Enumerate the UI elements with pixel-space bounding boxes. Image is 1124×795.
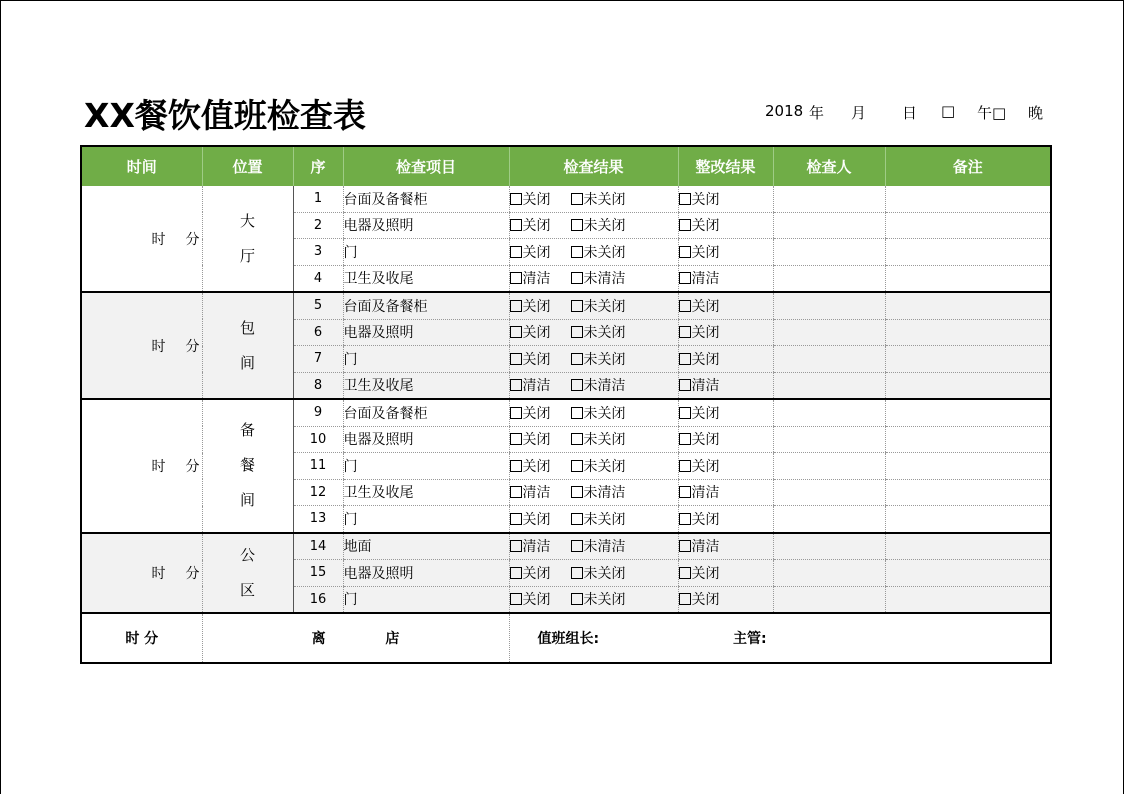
result-cell (509, 265, 678, 292)
checkbox-icon[interactable] (510, 513, 522, 525)
header-col-fix: 整改结果 (678, 146, 773, 186)
option-label: 未关闭 (583, 298, 626, 315)
result-cell (509, 453, 678, 480)
seq-cell: 16 (293, 586, 343, 613)
fix-option[interactable] (679, 592, 720, 608)
remark-cell[interactable] (885, 586, 1051, 613)
location-char: 备 (239, 421, 255, 440)
remark-cell[interactable] (885, 346, 1051, 373)
remark-cell[interactable] (885, 453, 1051, 480)
fix-option[interactable] (679, 539, 720, 555)
fix-option[interactable] (679, 406, 720, 422)
option-label: 未关闭 (583, 458, 626, 475)
checkbox-icon[interactable] (571, 593, 583, 605)
option-label: 关闭 (691, 432, 720, 449)
option-label: 关闭 (522, 191, 551, 208)
option-label: 未清洁 (583, 485, 626, 502)
result-cell (509, 399, 678, 426)
result-option-yes[interactable] (510, 432, 551, 448)
header-row (81, 146, 1051, 186)
checkbox-icon[interactable] (510, 219, 522, 231)
result-option-yes[interactable] (510, 485, 551, 501)
option-label: 未关闭 (583, 405, 626, 422)
result-option-yes[interactable] (510, 592, 551, 608)
option-label: 关闭 (522, 458, 551, 475)
result-option-yes[interactable] (510, 512, 551, 528)
minute-label: 分 (185, 565, 200, 582)
checkbox-icon[interactable] (679, 540, 691, 552)
checkbox-icon[interactable] (679, 407, 691, 419)
option-label: 关闭 (691, 511, 720, 528)
inspector-cell[interactable] (773, 479, 885, 506)
result-option-no[interactable] (571, 485, 626, 501)
checkbox-icon[interactable] (571, 540, 583, 552)
check-item-cell: 卫生及收尾 (343, 479, 509, 506)
result-option-no[interactable] (571, 592, 626, 608)
fix-cell (678, 506, 773, 533)
location-char: 间 (239, 353, 255, 372)
checkbox-icon[interactable] (510, 460, 522, 472)
checkbox-icon[interactable] (679, 460, 691, 472)
evening-label: 晚 (1028, 104, 1044, 122)
fix-option[interactable] (679, 192, 720, 208)
location-cell (202, 399, 293, 533)
checkbox-icon[interactable] (679, 300, 691, 312)
checkbox-icon[interactable] (510, 379, 522, 391)
result-option-yes[interactable] (510, 459, 551, 475)
page-title: XX餐饮值班检查表 (84, 96, 366, 135)
hour-label: 时 (151, 338, 166, 355)
header-col-result: 检查结果 (509, 146, 678, 186)
minute-label: 分 (185, 338, 200, 355)
result-option-yes[interactable] (510, 325, 551, 341)
fix-option[interactable] (679, 299, 720, 315)
fix-cell (678, 586, 773, 613)
result-option-no[interactable] (571, 566, 626, 582)
fix-cell (678, 372, 773, 399)
checkbox-icon[interactable] (679, 193, 691, 205)
option-label: 未清洁 (583, 539, 626, 556)
inspector-cell[interactable] (773, 506, 885, 533)
seq-cell: 11 (293, 453, 343, 480)
check-item-cell: 电器及照明 (343, 560, 509, 587)
location-char: 区 (239, 580, 255, 599)
result-option-yes[interactable] (510, 352, 551, 368)
option-label: 关闭 (522, 432, 551, 449)
check-item-cell: 卫生及收尾 (343, 265, 509, 292)
fix-option[interactable] (679, 245, 720, 261)
option-label: 清洁 (522, 539, 551, 556)
remark-cell[interactable] (885, 533, 1051, 560)
location-char: 餐 (239, 456, 255, 475)
result-option-yes[interactable] (510, 192, 551, 208)
remark-cell[interactable] (885, 372, 1051, 399)
result-cell (509, 479, 678, 506)
location-char: 厅 (239, 246, 255, 265)
table-row (81, 186, 1051, 212)
footer-time: 时 分 (81, 613, 202, 663)
header-col-location: 位置 (202, 146, 293, 186)
result-cell (509, 346, 678, 373)
result-cell (509, 319, 678, 346)
seq-cell: 14 (293, 533, 343, 560)
option-label: 未关闭 (583, 191, 626, 208)
option-label: 未关闭 (583, 565, 626, 582)
option-label: 清洁 (522, 271, 551, 288)
inspector-cell[interactable] (773, 372, 885, 399)
option-label: 关闭 (691, 351, 720, 368)
inspector-cell[interactable] (773, 186, 885, 212)
seq-cell: 3 (293, 239, 343, 266)
checkbox-icon[interactable] (510, 486, 522, 498)
inspector-cell[interactable] (773, 346, 885, 373)
result-option-no[interactable] (571, 352, 626, 368)
seq-cell: 8 (293, 372, 343, 399)
fix-option[interactable] (679, 566, 720, 582)
option-label: 关闭 (522, 592, 551, 609)
option-label: 关闭 (522, 351, 551, 368)
result-option-no[interactable] (571, 378, 626, 394)
result-cell (509, 372, 678, 399)
result-cell (509, 292, 678, 319)
check-item-cell: 电器及照明 (343, 212, 509, 239)
location-cell (202, 292, 293, 399)
checkbox-icon[interactable] (679, 326, 691, 338)
result-option-no[interactable] (571, 432, 626, 448)
remark-cell[interactable] (885, 479, 1051, 506)
result-option-no[interactable] (571, 218, 626, 234)
option-label: 未关闭 (583, 511, 626, 528)
option-label: 清洁 (691, 539, 720, 556)
seq-cell: 10 (293, 426, 343, 453)
location-char: 间 (239, 491, 255, 510)
result-option-yes[interactable] (510, 378, 551, 394)
remark-cell[interactable] (885, 426, 1051, 453)
inspector-cell[interactable] (773, 212, 885, 239)
option-label: 关闭 (522, 405, 551, 422)
month-unit: 月 (851, 104, 867, 122)
option-label: 关闭 (691, 244, 720, 261)
check-item-cell: 卫生及收尾 (343, 372, 509, 399)
inspector-cell[interactable] (773, 560, 885, 587)
result-option-no[interactable] (571, 245, 626, 261)
option-label: 清洁 (691, 378, 720, 395)
checkbox-icon[interactable] (679, 219, 691, 231)
checkbox-icon[interactable] (510, 326, 522, 338)
seq-cell: 6 (293, 319, 343, 346)
option-label: 关闭 (522, 511, 551, 528)
day-unit: 日 (902, 104, 918, 122)
option-label: 未关闭 (583, 244, 626, 261)
hour-label: 时 (151, 458, 166, 475)
checkbox-icon[interactable] (679, 513, 691, 525)
location-char: 包 (239, 318, 255, 337)
result-option-no[interactable] (571, 192, 626, 208)
checkbox-icon[interactable] (510, 353, 522, 365)
table-row (81, 399, 1051, 426)
year-unit: 年 (809, 104, 825, 122)
check-item-cell: 门 (343, 453, 509, 480)
option-label: 关闭 (691, 191, 720, 208)
check-item-cell: 电器及照明 (343, 426, 509, 453)
option-label: 关闭 (691, 405, 720, 422)
fix-cell (678, 533, 773, 560)
check-item-cell: 门 (343, 239, 509, 266)
check-item-cell: 电器及照明 (343, 319, 509, 346)
fix-option[interactable] (679, 378, 720, 394)
checkbox-icon[interactable] (571, 246, 583, 258)
location-cell (202, 533, 293, 614)
checkbox-icon[interactable] (571, 486, 583, 498)
remark-cell[interactable] (885, 186, 1051, 212)
fix-option[interactable] (679, 512, 720, 528)
header-col-item: 检查项目 (343, 146, 509, 186)
check-item-cell: 地面 (343, 533, 509, 560)
option-label: 关闭 (691, 592, 720, 609)
supervisor-label (733, 613, 1051, 663)
option-label: 关闭 (691, 458, 720, 475)
hour-label: 时 (151, 231, 166, 248)
fix-cell (678, 399, 773, 426)
check-item-cell: 门 (343, 346, 509, 373)
fix-cell (678, 426, 773, 453)
check-item-cell: 门 (343, 586, 509, 613)
result-option-no[interactable] (571, 406, 626, 422)
result-option-no[interactable] (571, 539, 626, 555)
result-option-yes[interactable] (510, 566, 551, 582)
time-cell[interactable] (81, 292, 202, 399)
option-label: 关闭 (691, 298, 720, 315)
checkbox-icon[interactable] (510, 246, 522, 258)
option-label: 未关闭 (583, 432, 626, 449)
checkbox-icon[interactable] (571, 300, 583, 312)
checkbox-icon[interactable] (679, 246, 691, 258)
result-cell (509, 506, 678, 533)
checkbox-icon[interactable] (571, 193, 583, 205)
fix-option[interactable] (679, 325, 720, 341)
minute-label: 分 (185, 458, 200, 475)
result-option-no[interactable] (571, 512, 626, 528)
checkbox-icon[interactable] (571, 326, 583, 338)
fix-option[interactable] (679, 218, 720, 234)
checkbox-icon[interactable] (510, 567, 522, 579)
checkbox-icon[interactable] (679, 379, 691, 391)
leave-store (202, 613, 509, 663)
checkbox-icon[interactable] (571, 353, 583, 365)
result-cell (509, 426, 678, 453)
result-option-yes[interactable] (510, 406, 551, 422)
inspection-table (80, 145, 1052, 664)
checkbox-icon[interactable] (571, 460, 583, 472)
header-col-seq: 序 (293, 146, 343, 186)
result-option-no[interactable] (571, 459, 626, 475)
check-item-cell: 台面及备餐柜 (343, 399, 509, 426)
remark-cell[interactable] (885, 399, 1051, 426)
checkbox-icon[interactable] (679, 433, 691, 445)
inspector-cell[interactable] (773, 292, 885, 319)
inspector-cell[interactable] (773, 586, 885, 613)
inspector-cell[interactable] (773, 426, 885, 453)
supervisor-text: 主管: (733, 631, 767, 647)
checkbox-icon[interactable] (510, 593, 522, 605)
fix-option[interactable] (679, 485, 720, 501)
remark-cell[interactable] (885, 212, 1051, 239)
table-row (81, 292, 1051, 319)
fix-cell (678, 212, 773, 239)
inspector-cell[interactable] (773, 399, 885, 426)
inspector-cell[interactable] (773, 533, 885, 560)
inspector-cell[interactable] (773, 239, 885, 266)
checkbox-icon[interactable] (571, 513, 583, 525)
check-item-cell: 台面及备餐柜 (343, 292, 509, 319)
fix-cell (678, 479, 773, 506)
fix-option[interactable] (679, 271, 720, 287)
result-option-yes[interactable] (510, 218, 551, 234)
fix-cell (678, 186, 773, 212)
result-cell (509, 186, 678, 212)
checkbox-icon[interactable] (571, 567, 583, 579)
checkbox-icon[interactable] (679, 353, 691, 365)
fix-cell (678, 453, 773, 480)
result-cell (509, 560, 678, 587)
table-row (81, 533, 1051, 560)
checkbox-icon[interactable] (510, 540, 522, 552)
fix-option[interactable] (679, 459, 720, 475)
result-cell (509, 239, 678, 266)
fix-cell (678, 265, 773, 292)
result-cell (509, 212, 678, 239)
fix-cell (678, 239, 773, 266)
fix-cell (678, 346, 773, 373)
time-cell[interactable] (81, 533, 202, 614)
checkbox-icon[interactable] (510, 433, 522, 445)
seq-cell: 7 (293, 346, 343, 373)
fix-option[interactable] (679, 352, 720, 368)
time-cell[interactable] (81, 186, 202, 292)
time-cell[interactable] (81, 399, 202, 533)
result-option-yes[interactable] (510, 245, 551, 261)
option-label: 未关闭 (583, 218, 626, 235)
option-label: 关闭 (522, 244, 551, 261)
checkbox-icon[interactable] (679, 486, 691, 498)
location-char: 公 (239, 545, 255, 564)
check-item-cell: 台面及备餐柜 (343, 186, 509, 212)
seq-cell: 2 (293, 212, 343, 239)
fix-cell (678, 560, 773, 587)
checkbox-icon[interactable] (571, 433, 583, 445)
leave-store-a: 离 (311, 631, 326, 647)
result-option-yes[interactable] (510, 299, 551, 315)
minute-label: 分 (185, 231, 200, 248)
checkbox-icon[interactable] (571, 272, 583, 284)
option-label: 未关闭 (583, 351, 626, 368)
checkbox-icon[interactable] (679, 593, 691, 605)
result-cell (509, 586, 678, 613)
noon-checkbox[interactable]: 午□ (977, 104, 1007, 122)
seq-cell: 4 (293, 265, 343, 292)
seq-cell: 9 (293, 399, 343, 426)
location-cell (202, 186, 293, 292)
option-label: 关闭 (522, 218, 551, 235)
option-label: 关闭 (691, 218, 720, 235)
inspector-cell[interactable] (773, 453, 885, 480)
result-option-no[interactable] (571, 271, 626, 287)
fix-cell (678, 292, 773, 319)
checkbox-icon[interactable] (510, 300, 522, 312)
result-option-yes[interactable] (510, 539, 551, 555)
result-option-yes[interactable] (510, 271, 551, 287)
checkbox-icon[interactable] (571, 219, 583, 231)
checkbox-icon[interactable] (679, 272, 691, 284)
result-option-no[interactable] (571, 325, 626, 341)
seq-cell: 12 (293, 479, 343, 506)
remark-cell[interactable] (885, 239, 1051, 266)
option-label: 清洁 (691, 271, 720, 288)
option-label: 未清洁 (583, 271, 626, 288)
result-cell (509, 533, 678, 560)
inspector-cell[interactable] (773, 319, 885, 346)
remark-cell[interactable] (885, 506, 1051, 533)
header-col-time: 时间 (81, 146, 202, 186)
header-col-remark: 备注 (885, 146, 1051, 186)
option-label: 未关闭 (583, 592, 626, 609)
remark-cell[interactable] (885, 292, 1051, 319)
hour-label: 时 (151, 565, 166, 582)
header-col-inspector: 检查人 (773, 146, 885, 186)
am-checkbox[interactable]: □ (941, 102, 956, 120)
option-label: 关闭 (691, 325, 720, 342)
fix-cell (678, 319, 773, 346)
option-label: 关闭 (522, 298, 551, 315)
fix-option[interactable] (679, 432, 720, 448)
inspector-cell[interactable] (773, 265, 885, 292)
option-label: 关闭 (522, 565, 551, 582)
checkbox-icon[interactable] (571, 407, 583, 419)
check-item-cell: 门 (343, 506, 509, 533)
checkbox-icon[interactable] (510, 407, 522, 419)
seq-cell: 5 (293, 292, 343, 319)
option-label: 清洁 (522, 485, 551, 502)
option-label: 未关闭 (583, 325, 626, 342)
option-label: 关闭 (522, 325, 551, 342)
remark-cell[interactable] (885, 265, 1051, 292)
remark-cell[interactable] (885, 560, 1051, 587)
remark-cell[interactable] (885, 319, 1051, 346)
leader-label: 值班组长: (509, 613, 773, 663)
year-value: 2018 (765, 102, 804, 120)
checkbox-icon[interactable] (679, 567, 691, 579)
seq-cell: 15 (293, 560, 343, 587)
location-char: 大 (239, 211, 255, 230)
seq-cell: 13 (293, 506, 343, 533)
option-label: 关闭 (691, 565, 720, 582)
option-label: 未清洁 (583, 378, 626, 395)
footer-row (81, 613, 1051, 663)
option-label: 清洁 (522, 378, 551, 395)
checkbox-icon[interactable] (510, 193, 522, 205)
checkbox-icon[interactable] (571, 379, 583, 391)
checkbox-icon[interactable] (510, 272, 522, 284)
option-label: 清洁 (691, 485, 720, 502)
seq-cell: 1 (293, 186, 343, 212)
result-option-no[interactable] (571, 299, 626, 315)
leave-store-b: 店 (385, 631, 400, 647)
